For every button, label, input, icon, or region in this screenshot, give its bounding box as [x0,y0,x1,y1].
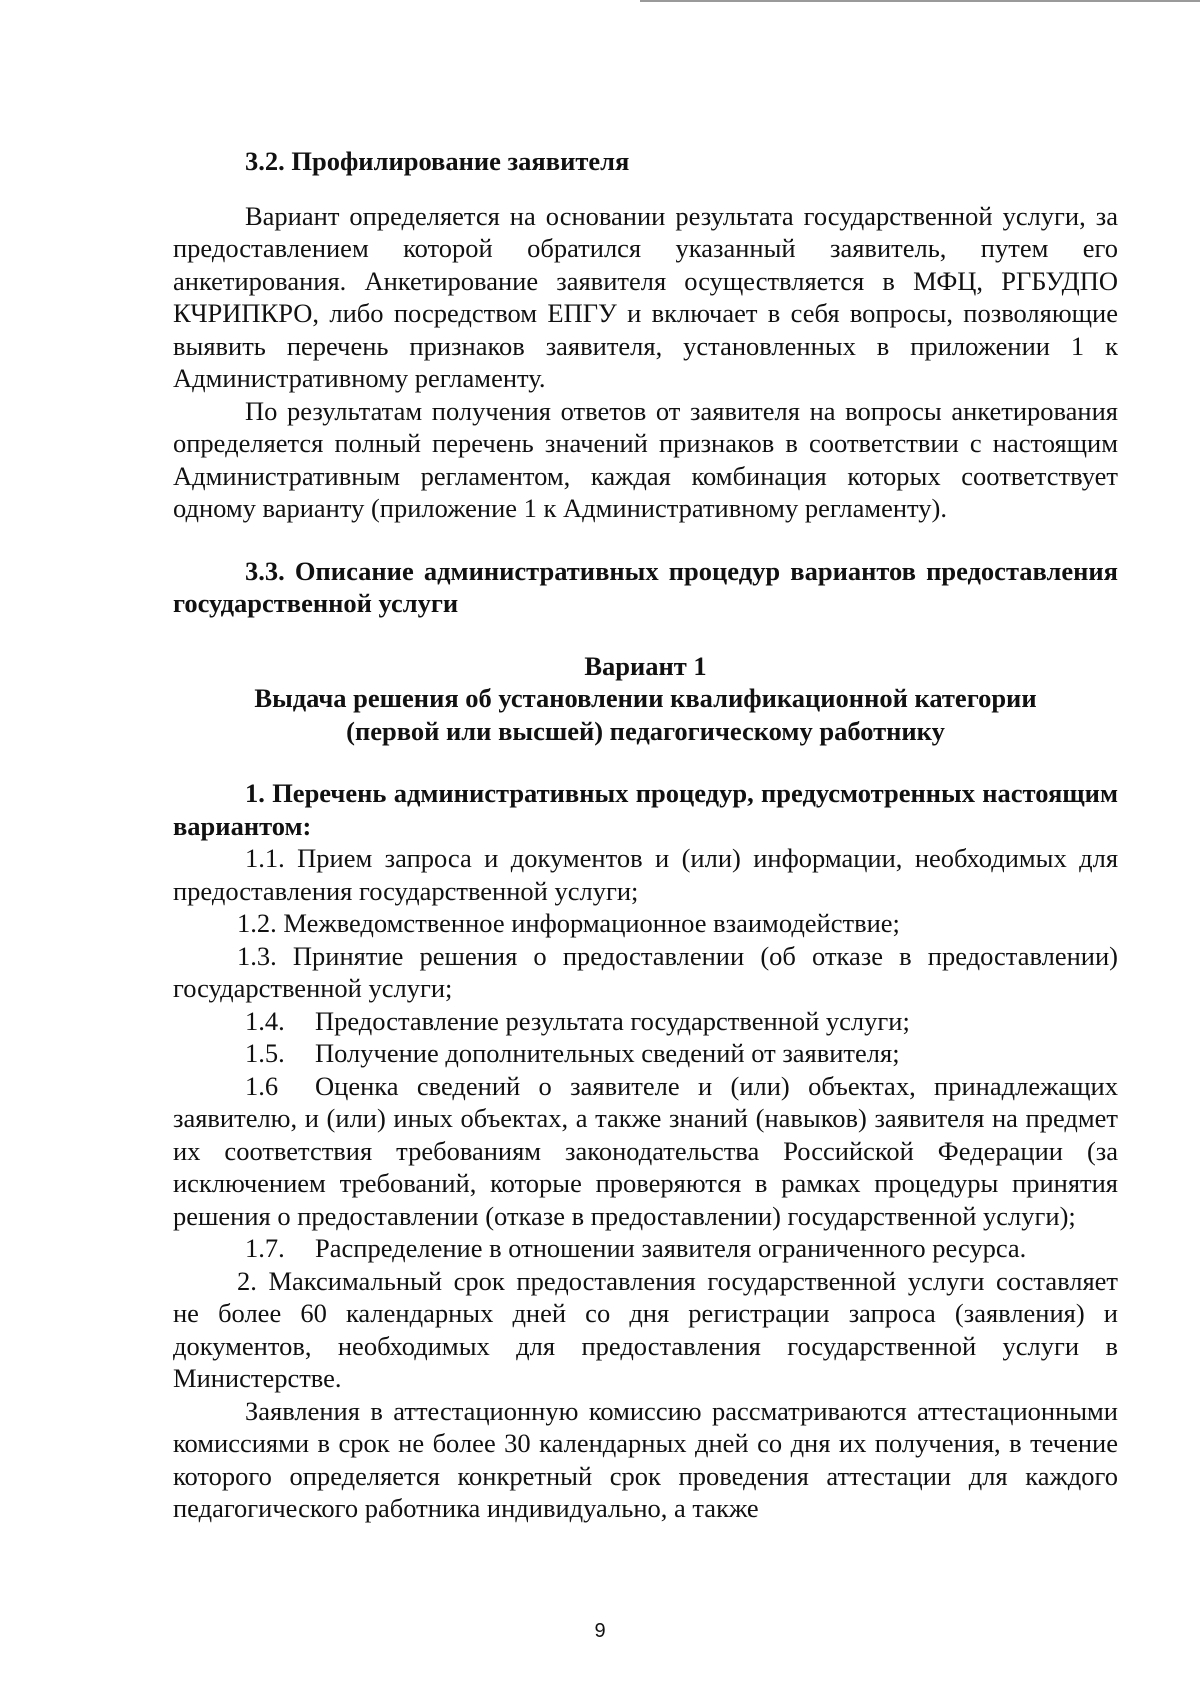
scan-edge-line [640,0,1200,2]
sub-item-1-2 [173,907,1118,940]
section-3-2-heading: 3.2. Профилирование заявителя [245,146,630,176]
sub-item-number: 1.6 [245,1070,279,1101]
sub-item-text: Получение дополнительных сведений от заявителя; [315,1038,900,1068]
sub-item-1-3 [173,940,1118,1005]
sub-item-number: 1.3. [237,940,277,971]
sub-item-text: Принятие решения о предоставлении (об отказе в предоставлении) государственной услуги; [173,940,1118,1003]
sub-item-1-7 [173,1232,1118,1265]
variant-title: Вариант 1 [584,650,707,681]
sub-item-1-6 [173,1070,1118,1233]
item-2-paragraph-2: Заявления в аттестационную комиссию рассматриваются аттестационными комиссиями в срок не более 30 календарных дней со дня их получения, в течение которого определяется конкретный срок проведения аттестации для каждого педагогического работника индивидуально, а также [173,1395,1118,1523]
sub-item-text: Оценка сведений о заявителе и (или) объектах, принадлежащих заявителю, и (или) иных объектах, а также знаний (навыков) заявителя на предмет их соответствия требованиям законодательства Российской Федерации (за исключением требований, которые проверяются в рамках процедуры принятия решения о предоставлении (отказе в предоставлении) государственной услуги); [173,1070,1118,1231]
page-content [173,145,1118,1525]
sub-item-text: Распределение в отношении заявителя ограниченного ресурса. [315,1233,1027,1263]
item-2-paragraph-1: 2. Максимальный срок предоставления государственной услуги составляет не более 60 календарных дней со дня регистрации запроса (заявления) и документов, необходимых для предоставления государственной услуги в Министерстве. [173,1265,1118,1393]
sub-item-number: 1.7. [245,1233,285,1263]
sub-item-number: 1.1. [245,843,285,873]
sub-item-number: 1.2. [237,908,277,938]
variant-subtitle-line-1: Выдача решения об установлении квалификационной категории [254,683,1037,713]
sub-item-text: Прием запроса и документов и (или) информации, необходимых для предоставления государственной услуги; [173,843,1119,906]
sub-item-1-5 [173,1037,1118,1070]
sub-item-1-1 [173,842,1118,907]
sub-item-text: Межведомственное информационное взаимодействие; [283,908,900,938]
item-1-heading: 1. Перечень административных процедур, предусмотренных настоящим вариантом: [173,778,1118,841]
sub-item-number: 1.4. [245,1005,285,1036]
sub-item-number: 1.5. [245,1038,285,1068]
section-3-2-paragraph-2: По результатам получения ответов от заявителя на вопросы анкетирования определяется полный перечень значений признаков в соответствии с настоящим Административным регламентом, каждая комбинация которых соответствует одному варианту (приложение 1 к Административному регламенту). [173,395,1118,523]
page-number: 9 [594,1620,606,1642]
section-3-2-paragraph-1: Вариант определяется на основании результата государственной услуги, за предоставлением которой обратился указанный заявитель, путем его анкетирования. Анкетирование заявителя осуществляется в МФЦ, РГБУДПО КЧРИПКРО, либо посредством ЕПГУ и включает в себя вопросы, позволяющие выявить перечень признаков заявителя, установленных в приложении 1 к Административному регламенту. [173,200,1118,393]
section-3-3-heading: 3.3. Описание административных процедур вариантов предоставления государственной услуги [173,555,1118,618]
sub-item-1-4 [173,1005,1118,1038]
sub-item-text: Предоставление результата государственной услуги; [315,1005,910,1036]
variant-subtitle-line-2: (первой или высшей) педагогическому работнику [346,715,945,746]
